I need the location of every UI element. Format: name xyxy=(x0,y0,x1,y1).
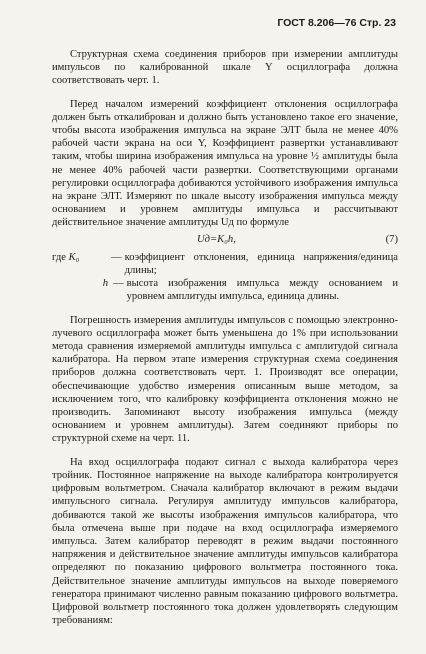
symbol-h: h xyxy=(102,278,108,290)
definition-k0: где K₀ — коэффициент отклонения, единица напряжения/единица длины; xyxy=(52,251,398,277)
paragraph-error: Погрешность измерения амплитуды импульсов с помощью электронно-лучевого осциллографа может быть уменьшена до 1% при использовании метода сравнения измеряемой амплитуды импульса с амплитудой сигнала калибратора. На первом этапе измерения структурная схема соединения приборов должна соответствовать черт. 1. Производят все операции, обеспечивающие удобство измерения описанным выше методом, за исключением того, что калибровку коэффициента отклонения можно не производить. Запоминают высоту изображения импульса (между основанием и уровнем амплитуды). Затем соединяют приборы по структурной схеме на черт. 11. xyxy=(52,314,398,445)
paragraph-calibration: Перед началом измерений коэффициент отклонения осциллографа должен быть откалиброван и должно быть установлено такое его значение, чтобы высота изображения импульса на экране ЭЛТ была не менее 40% рабочей части экрана на оси Y, Коэффициент развертки устанавливают таким, чтобы ширина изображения импульса на уровне ½ амплитуды была не менее 40% рабочей части развертки. Соответствующими органами регулировки осциллографа добиваются устойчивого изображения импульса на экране ЭЛТ. Измеряют по шкале высоту изображения импульса между основанием и уровнем амплитуды импульса и рассчитывают действительное значение амплитуды Uд по формуле xyxy=(52,98,398,229)
definition-k0-text: коэффициент отклонения, единица напряжения/единица длины; xyxy=(124,251,398,277)
definition-h: h — высота изображения импульса между основанием и уровнем амплитуды импульса, единица длины. xyxy=(102,278,398,303)
formula-number: (7) xyxy=(385,233,398,245)
where-label: где xyxy=(52,251,66,263)
definition-list xyxy=(52,251,398,304)
formula-expression: Uд=K₀h, xyxy=(197,233,236,245)
symbol-k0: K₀ xyxy=(68,251,80,263)
definition-h-text: высота изображения импульса между основанием и уровнем амплитуды импульса, единица длины. xyxy=(126,278,398,303)
paragraph-procedure: На вход осциллографа подают сигнал с выхода калибратора через тройник. Постоянное напряжение на выходе калибратора контролируется цифровым вольтметром. Сначала калибратор включают в режим выдачи импульсного сигнала. Регулируя амплитуду импульсов калибратора, добиваются такой же высоты изображения импульсов калибратора, что была отмечена выше при подаче на вход осциллографа измеряемого импульса. Затем калибратор переводят в режим выдачи постоянного напряжения и действительное значение амплитуды импульсов калибратора определяют по показанию цифрового вольтметра постоянного тока. Действительное значение амплитуды импульсов на выходе поверяемого генератора принимают численно равным показанию цифрового вольтметра. Цифровой вольтметр постоянного тока должен удовлетворять следующим требованиям: xyxy=(52,456,398,627)
page-header: ГОСТ 8.206—76 Стр. 23 xyxy=(277,17,396,29)
document-body xyxy=(52,48,398,627)
formula-7 xyxy=(52,230,398,249)
paragraph-scheme: Структурная схема соединения приборов при измерении амплитуды импульсов по калиброванной шкале Y осциллографа должна соответствовать черт. 1. xyxy=(52,49,398,87)
